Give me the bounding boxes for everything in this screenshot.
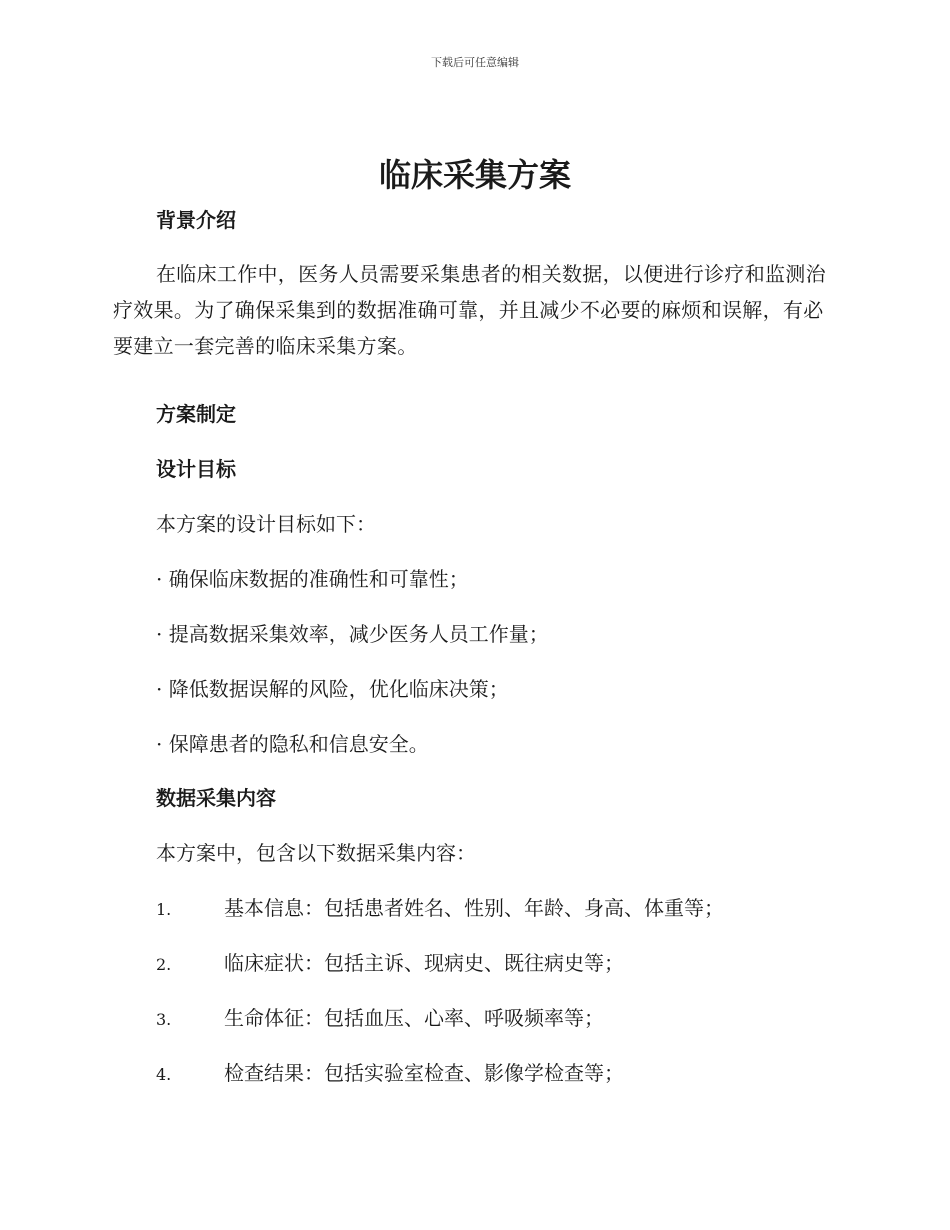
design-intro: 本方案的设计目标如下： — [156, 512, 376, 536]
design-heading: 设计目标 — [156, 457, 236, 481]
page-title: 临床采集方案 — [378, 156, 571, 194]
content-item-number: 1. — [156, 900, 172, 919]
content-item-text: 生命体征：包括血压、心率、呼吸频率等； — [224, 1006, 604, 1030]
content-item-number: 4. — [156, 1065, 172, 1084]
background-paragraph: 在临床工作中，医务人员需要采集患者的相关数据，以便进行诊疗和监测治疗效果。为了确保采集到的数据准确可靠，并且减少不必要的麻烦和误解，有必要建立一套完善的临床采集方案。 — [113, 262, 826, 358]
design-goal-1: · 确保临床数据的准确性和可靠性； — [156, 567, 469, 591]
content-item — [156, 1059, 624, 1089]
design-goal-2: · 提高数据采集效率，减少医务人员工作量； — [156, 622, 549, 646]
content-item-text: 基本信息：包括患者姓名、性别、年龄、身高、体重等； — [224, 896, 724, 920]
content-intro: 本方案中，包含以下数据采集内容： — [156, 841, 476, 865]
content-item-text: 检查结果：包括实验室检查、影像学检查等； — [224, 1061, 624, 1085]
header-note: 下载后可任意编辑 — [431, 56, 519, 69]
plan-heading: 方案制定 — [156, 402, 236, 426]
design-goal-4: · 保障患者的隐私和信息安全。 — [156, 732, 429, 756]
content-heading: 数据采集内容 — [156, 786, 276, 810]
content-item — [156, 949, 624, 979]
content-item-number: 3. — [156, 1010, 172, 1029]
background-heading: 背景介绍 — [156, 208, 236, 232]
design-goal-3: · 降低数据误解的风险，优化临床决策； — [156, 677, 509, 701]
content-item — [156, 1004, 604, 1034]
content-item — [156, 894, 724, 924]
content-item-text: 临床症状：包括主诉、现病史、既往病史等； — [224, 951, 624, 975]
content-item-number: 2. — [156, 955, 172, 974]
